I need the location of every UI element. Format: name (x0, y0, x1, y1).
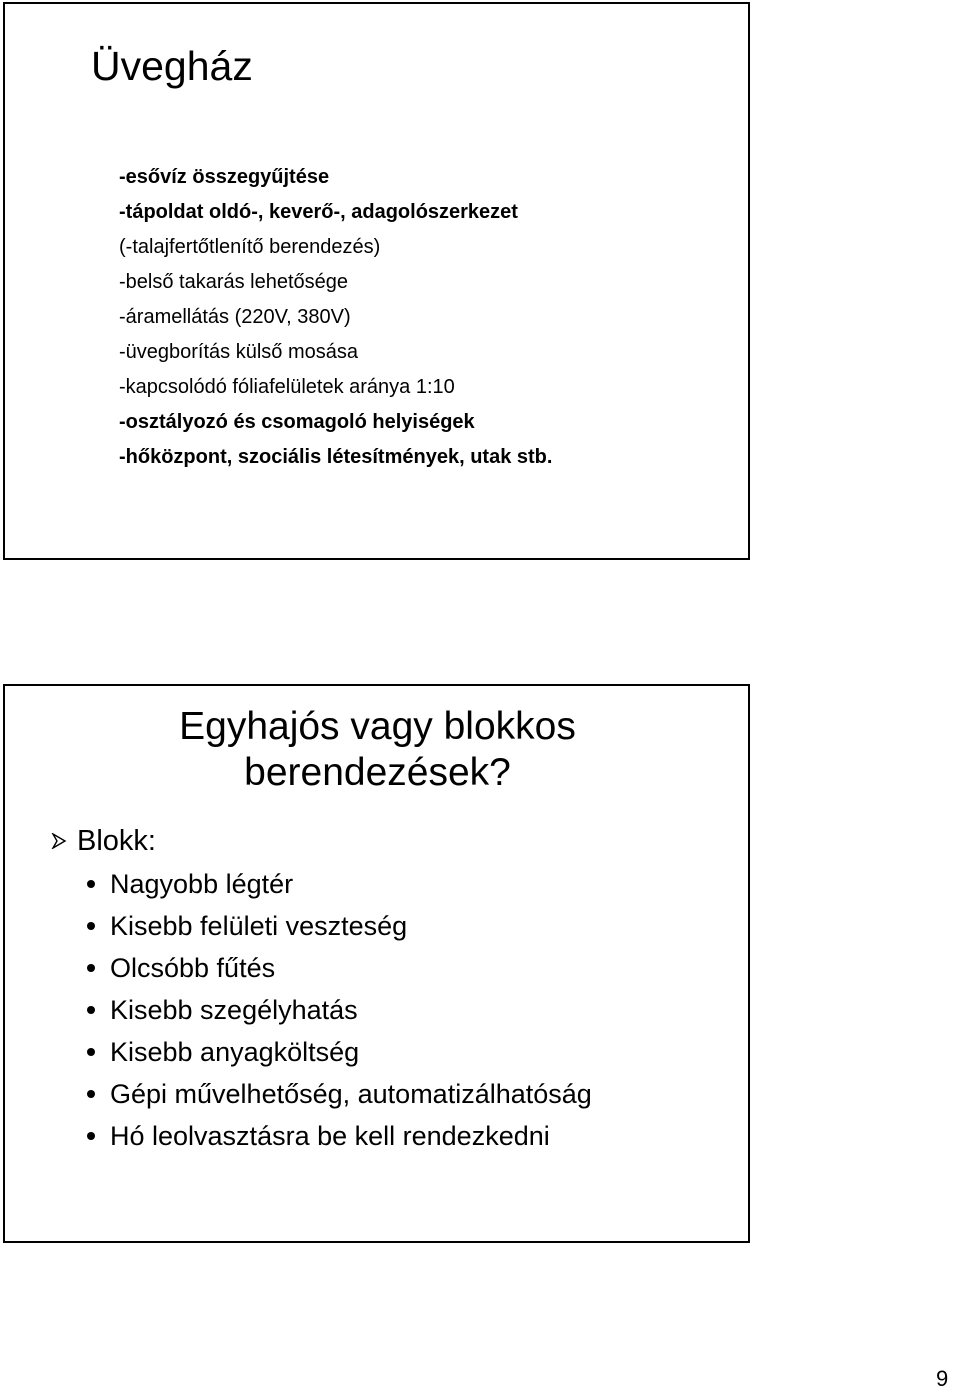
blokk-label: Blokk: (77, 825, 156, 857)
slide-2-list-item-text: Gépi művelhetőség, automatizálhatóság (110, 1079, 592, 1109)
blokk-bullet (51, 819, 156, 863)
slide-1-list-item: -üvegborítás külső mosása (119, 341, 359, 363)
slide-2-list-item-text: Hó leolvasztásra be kell rendezkedni (110, 1121, 550, 1151)
slide-1-list-item: -osztályozó és csomagoló helyiségek (119, 411, 475, 433)
slide-2-list (87, 863, 592, 1157)
slide-2-title (105, 704, 650, 796)
slide-1-list-item: -tápoldat oldó-, keverő-, adagolószerkezet (119, 201, 518, 223)
slide-2-list-item (87, 905, 592, 947)
slide-2-list-item-text: Kisebb szegélyhatás (110, 995, 358, 1025)
slide-2-list-item (87, 947, 592, 989)
slide-2-title-line-1: Egyhajós vagy blokkos (179, 705, 576, 748)
slide-1-list-item: -belső takarás lehetősége (119, 271, 349, 293)
slide-2-list-item-text: Nagyobb légtér (110, 869, 294, 899)
slide-2-list-item (87, 1073, 592, 1115)
slide-2-list-item (87, 1115, 592, 1157)
bullet-dot-icon (87, 964, 95, 972)
bullet-dot-icon (87, 1048, 95, 1056)
slide-1 (3, 2, 750, 560)
slide-1-list-item: -kapcsolódó fóliafelületek aránya 1:10 (119, 376, 455, 398)
slide-2-list-item (87, 989, 592, 1031)
slide-1-list (119, 160, 552, 475)
slide-1-title: Üvegház (91, 43, 253, 89)
slide-2-list-item-text: Kisebb felületi veszteség (110, 911, 408, 941)
slide-2-list-item-text: Olcsóbb fűtés (110, 953, 276, 983)
slide-2-list-item (87, 863, 592, 905)
slide-2-title-line-2: berendezések? (244, 751, 511, 794)
slide-1-list-item: -hőközpont, szociális létesítmények, utak stb. (119, 446, 553, 468)
page-number: 9 (936, 1366, 949, 1391)
bullet-dot-icon (87, 922, 95, 930)
slide-2-list-item (87, 1031, 592, 1073)
slide-1-list-item: (-talajfertőtlenítő berendezés) (119, 236, 381, 258)
bullet-dot-icon (87, 1132, 95, 1140)
slide-2-list-item-text: Kisebb anyagköltség (110, 1037, 360, 1067)
bullet-dot-icon (87, 880, 95, 888)
bullet-dot-icon (87, 1006, 95, 1014)
bullet-dot-icon (87, 1090, 95, 1098)
slide-1-list-item: -esővíz összegyűjtése (119, 166, 330, 188)
arrow-bullet-icon (51, 833, 67, 849)
slide-1-list-item: -áramellátás (220V, 380V) (119, 306, 351, 328)
slide-2 (3, 684, 750, 1243)
